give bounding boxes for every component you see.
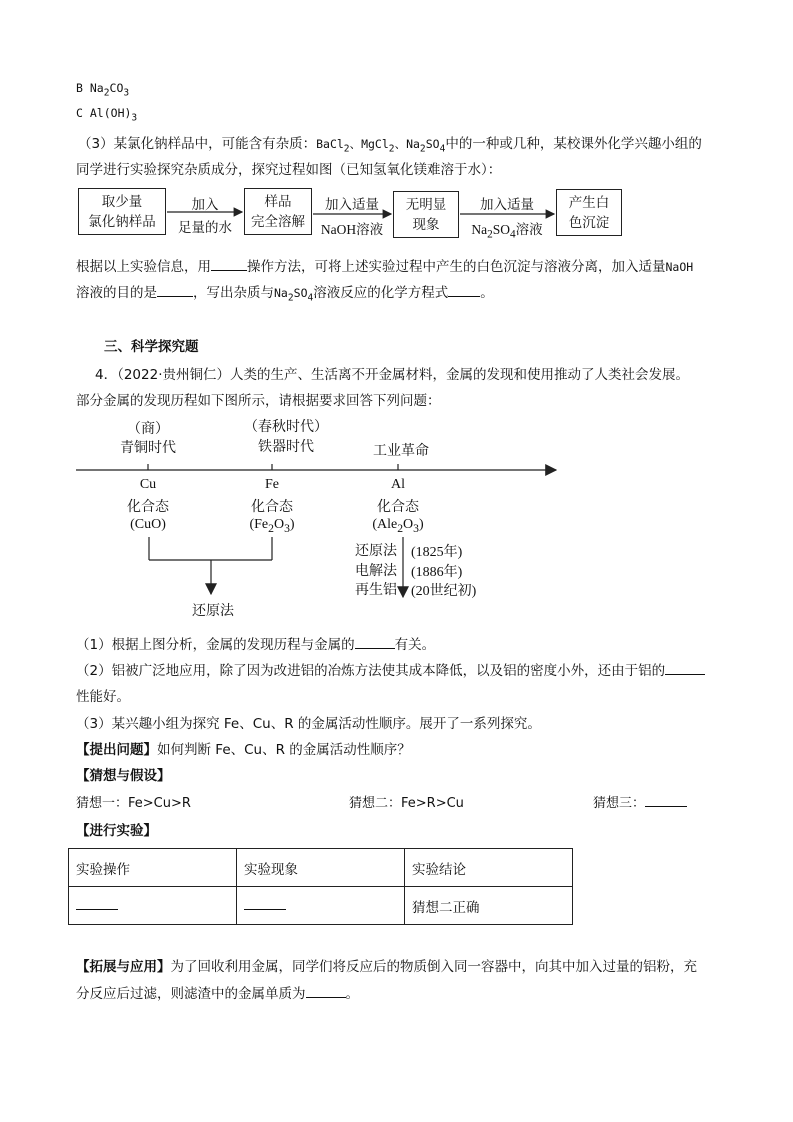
cu-era-top: （商） (127, 421, 169, 437)
flow-box-precipitate: 产生白 色沉淀 (556, 189, 622, 236)
guess-heading: 【猜想与假设】 (76, 768, 171, 784)
cu-symbol: Cu (139, 477, 157, 492)
flow-arrow2-top: 加入适量 (325, 197, 379, 213)
q3-after-line1: 根据以上实验信息，用 操作方法，可将上述实验过程中产生的白色沉淀与溶液分离，加入适量NaOH (76, 259, 694, 275)
q3-line1: （3）某氯化钠样品中，可能含有杂质：BaCl$_2$、MgCl$_2$、$Na_2SO_4$中的一种或几种，某校课外化学兴趣小组的 (78, 136, 702, 155)
al-year2: (1886年) (411, 565, 463, 580)
al-method3: 再生铝 (355, 582, 397, 598)
extend-line1: 【拓展与应用】为了回收利用金属，同学们将反应后的物质倒入同一容器中，向其中加入过量的铝粉，充 (76, 959, 697, 975)
cu-era: 青铜时代 (120, 440, 176, 456)
table-row (69, 887, 573, 925)
table-header-row (69, 849, 573, 887)
option-c: C $Al(OH)_3$ (76, 106, 138, 124)
fe-symbol: Fe (265, 477, 279, 492)
al-compound: $(Ale_2O_3)$ (372, 517, 424, 535)
q2-line1: （2）铝被广泛地应用，除了因为改进铝的冶炼方法使其成本降低，以及铝的密度小外，还由于铝的 (76, 659, 705, 679)
ask-question: 【提出问题】如何判断 Fe、Cu、R 的金属活动性顺序？ (76, 742, 411, 758)
al-method1: 还原法 (355, 543, 397, 559)
table-header-operation: 实验操作 (69, 849, 237, 887)
flow-arrow1-top: 加入 (191, 197, 219, 213)
q3-after-line2: 溶液的目的是 ，写出杂质与$Na_2SO_4$溶液反应的化学方程式 。 (76, 285, 494, 304)
fe-era: 铁器时代 (258, 439, 314, 455)
al-era: 工业革命 (373, 443, 429, 459)
flow-arrow3-top: 加入适量 (480, 197, 534, 213)
flow-arrow2-bottom: NaOH溶液 (320, 222, 384, 237)
q3-inquiry: （3）某兴趣小组为探究 Fe、Cu、R 的金属活动性顺序。展开了一系列探究。 (76, 716, 541, 732)
flow-box-sample: 取少量 氯化钠样品 (78, 188, 166, 235)
table-header-phenomenon: 实验现象 (237, 849, 405, 887)
cu-compound: (CuO) (130, 517, 166, 532)
q4-line2: 部分金属的发现历程如下图所示，请根据要求回答下列问题： (76, 393, 441, 409)
fe-compound-state: 化合态 (251, 499, 293, 515)
guess1: 猜想一：Fe>Cu>R (76, 796, 191, 811)
q1: （1）根据上图分析，金属的发现历程与金属的 有关。 (76, 637, 436, 653)
guess2: 猜想二：Fe>R>Cu (349, 796, 464, 811)
al-method2: 电解法 (355, 563, 397, 579)
q3-line2: 同学进行实验探究杂质成分，探究过程如图（已知氢氧化镁难溶于水）： (76, 162, 502, 178)
q4-line1: 4．（2022·贵州铜仁）人类的生产、生活离不开金属材料，金属的发现和使用推动了人类社会发展。 (95, 367, 689, 383)
flow-box-no-change: 无明显 现象 (393, 191, 459, 238)
experiment-heading: 【进行实验】 (76, 823, 157, 839)
fe-compound: $(Fe_2O_3)$ (249, 517, 295, 535)
section-heading: 三、科学探究题 (104, 339, 199, 355)
q2-line2: 性能好。 (76, 689, 130, 705)
flow-box-dissolve: 样品 完全溶解 (244, 188, 312, 235)
table-cell-conclusion: 猜想二正确 (405, 887, 573, 925)
al-year3: (20世纪初) (411, 584, 477, 599)
al-symbol: Al (391, 477, 405, 492)
table-cell-operation-blank (69, 887, 237, 925)
extend-line2: 分反应后过滤，则滤渣中的金属单质为 。 (76, 986, 359, 1002)
flow-arrow3-bottom: $Na_2SO_4$溶液 (471, 222, 543, 241)
experiment-table (68, 848, 573, 925)
option-b: B $Na_2CO_3$ (76, 81, 130, 99)
al-compound-state: 化合态 (377, 499, 419, 515)
cu-compound-state: 化合态 (127, 499, 169, 515)
flow-arrow1-bottom: 足量的水 (178, 220, 232, 236)
reduction-method: 还原法 (192, 603, 234, 619)
guess3: 猜想三： (593, 792, 687, 811)
table-header-conclusion: 实验结论 (405, 849, 573, 887)
al-year1: (1825年) (411, 545, 463, 560)
table-cell-phenomenon-blank (237, 887, 405, 925)
fe-era-top: （春秋时代） (244, 419, 328, 435)
